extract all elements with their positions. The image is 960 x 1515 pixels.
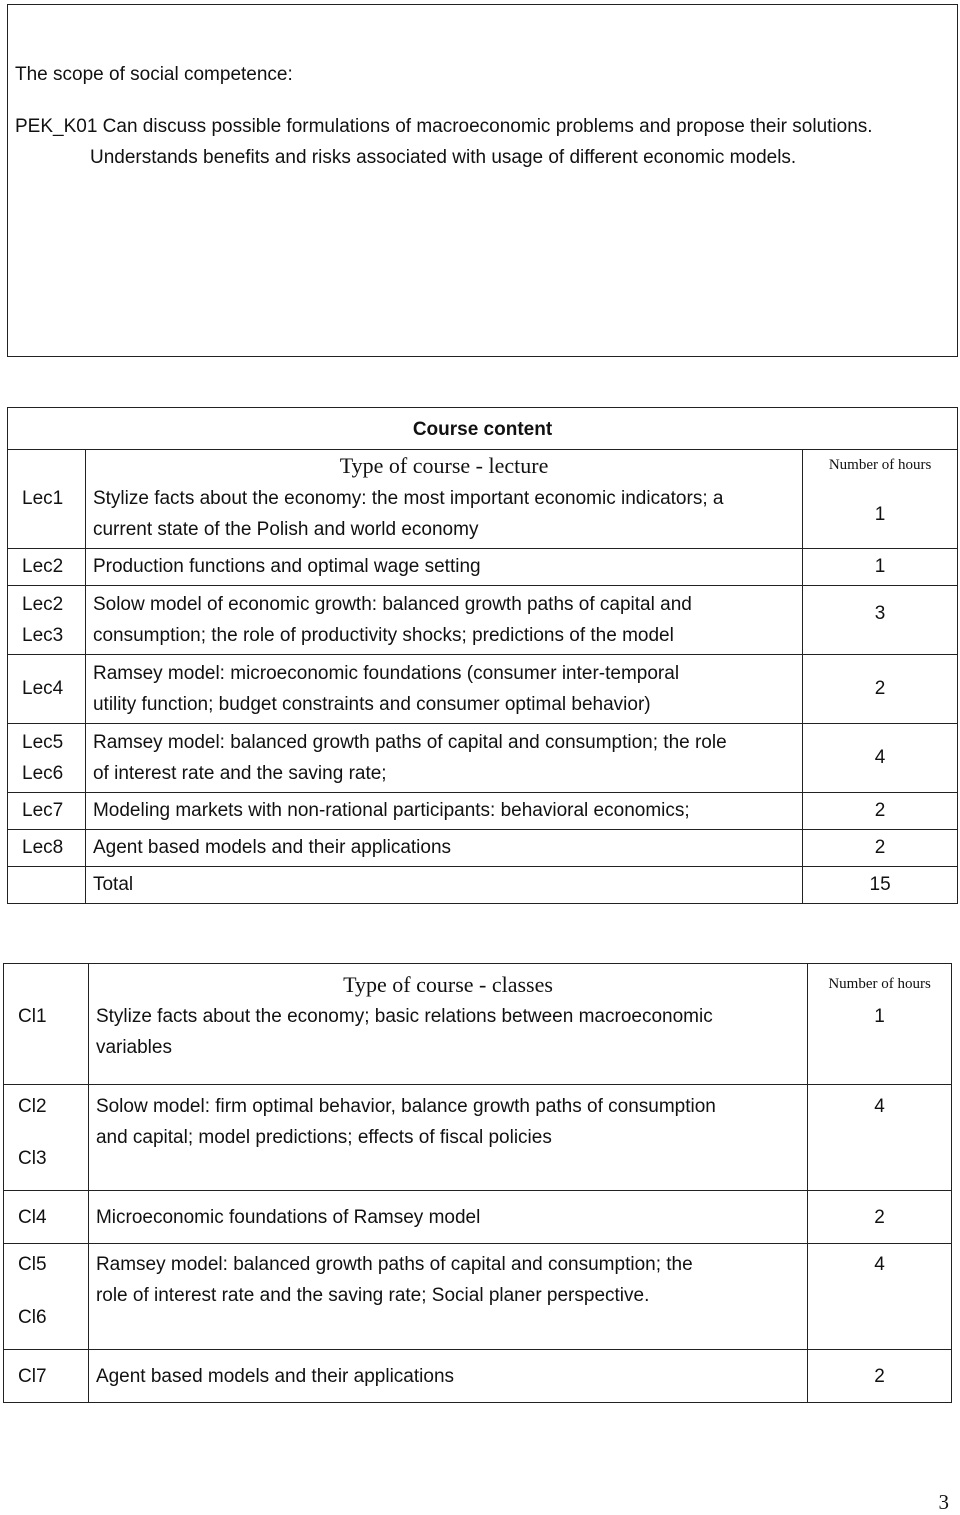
classes-row-3-description: Microeconomic foundations of Ramsey model [88, 1191, 807, 1244]
lecture-total-label: Total [85, 866, 802, 903]
lecture-code: Lec1 [22, 488, 64, 510]
lecture-row-3-codes: Lec2 Lec3 [8, 585, 86, 654]
classes-row-4-hours: 4 [808, 1244, 952, 1350]
lecture-row-3-description: Solow model of economic growth: balanced growth paths of capital and consumption; the role of productivity shocks; predictions of the model [85, 585, 802, 654]
lecture-row-6-hours: 2 [803, 792, 958, 829]
classes-hours-header: Number of hours [808, 964, 952, 1001]
lecture-hours-header: Number of hours [803, 450, 958, 482]
lecture-row-7-hours: 2 [803, 829, 958, 866]
lecture-row-1-codes [8, 450, 86, 549]
classes-row-1-codes: Cl1 [4, 964, 89, 1085]
classes-row-2-hours: 4 [808, 1085, 952, 1191]
lecture-row-2-hours: 1 [803, 548, 958, 585]
classes-table [3, 963, 952, 1403]
lecture-row-1-hours: 1 [803, 481, 958, 548]
classes-row-1-description: Stylize facts about the economy; basic relations between macroeconomic variables [88, 1001, 807, 1085]
lecture-row-3-hours: 3 [803, 585, 958, 654]
classes-row-2-codes: Cl2 Cl3 [4, 1085, 89, 1191]
lecture-row-5-codes: Lec5 Lec6 [8, 723, 86, 792]
lecture-row-7-codes: Lec8 [8, 829, 86, 866]
lecture-row-2-description: Production functions and optimal wage setting [85, 548, 802, 585]
classes-row-5-hours: 2 [808, 1350, 952, 1403]
lecture-total-hours: 15 [803, 866, 958, 903]
course-content-title: Course content [8, 408, 958, 450]
social-competence-box [7, 4, 958, 357]
page-number: 3 [938, 1490, 949, 1514]
scope-title: The scope of social competence: [15, 64, 293, 85]
classes-row-2-description: Solow model: firm optimal behavior, balance growth paths of consumption and capital; model predictions; effects of fiscal policies [88, 1085, 807, 1191]
lecture-row-4-hours: 2 [803, 654, 958, 723]
lecture-total-code-empty [8, 866, 86, 903]
classes-row-4-codes: Cl5 Cl6 [4, 1244, 89, 1350]
scope-line-2: Understands benefits and risks associated with usage of different economic models. [90, 147, 797, 168]
lecture-row-5-description: Ramsey model: balanced growth paths of capital and consumption; the role of interest rate and the saving rate; [85, 723, 802, 792]
lecture-row-6-codes: Lec7 [8, 792, 86, 829]
lecture-row-5-hours: 4 [803, 723, 958, 792]
lecture-row-2-codes: Lec2 [8, 548, 86, 585]
classes-row-3-codes: Cl4 [4, 1191, 89, 1244]
lecture-row-7-description: Agent based models and their applications [85, 829, 802, 866]
classes-type-header: Type of course - classes [88, 964, 807, 1001]
lecture-row-6-description: Modeling markets with non-rational participants: behavioral economics; [85, 792, 802, 829]
classes-row-4-description: Ramsey model: balanced growth paths of capital and consumption; the role of interest rate and the saving rate; Social planer perspective. [88, 1244, 807, 1350]
lecture-row-4-description: Ramsey model: microeconomic foundations (consumer inter-temporal utility function; budget constraints and consumer optimal behavior) [85, 654, 802, 723]
scope-line-1: PEK_K01 Can discuss possible formulations of macroeconomic problems and propose their solutions. [15, 116, 873, 137]
classes-row-5-codes: Cl7 [4, 1350, 89, 1403]
lecture-type-header: Type of course - lecture [85, 450, 802, 482]
lecture-row-1-description: Stylize facts about the economy: the most important economic indicators; a current state of the Polish and world economy [85, 481, 802, 548]
classes-row-5-description: Agent based models and their applications [88, 1350, 807, 1403]
lecture-row-4-codes: Lec4 [8, 654, 86, 723]
lecture-table [7, 407, 958, 904]
classes-row-3-hours: 2 [808, 1191, 952, 1244]
classes-row-1-hours: 1 [808, 1001, 952, 1085]
